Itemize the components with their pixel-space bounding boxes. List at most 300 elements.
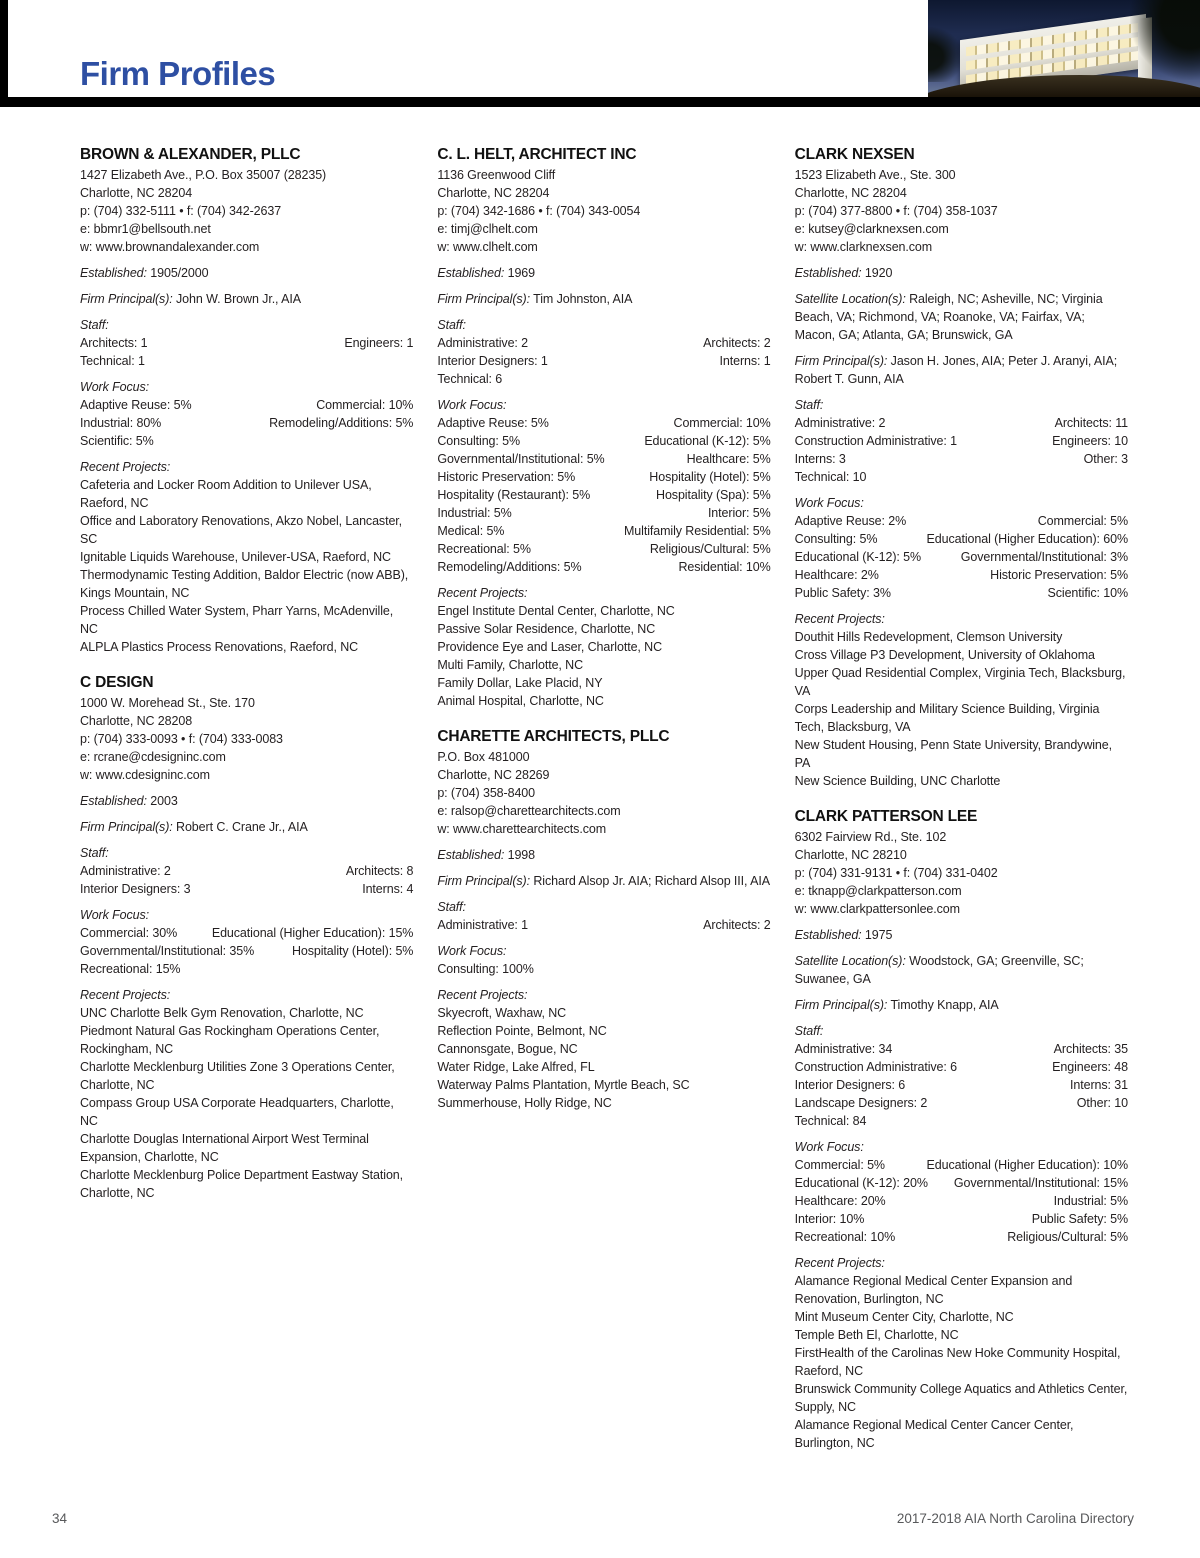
work-focus-section-label bbox=[80, 378, 413, 396]
firm-principals-value: John W. Brown Jr., AIA bbox=[172, 292, 301, 306]
work-focus-section-row bbox=[795, 566, 1128, 584]
recent-projects-label-text: Recent Projects: bbox=[80, 460, 171, 474]
contact-line: 1427 Elizabeth Ave., P.O. Box 35007 (28235) bbox=[80, 168, 327, 182]
staff-section-right: Architects: 11 bbox=[1054, 416, 1128, 430]
project-line: Cafeteria and Locker Room Addition to Unilever USA, Raeford, NC bbox=[80, 478, 372, 510]
work-focus-section-label-text: Work Focus: bbox=[437, 398, 507, 412]
work-focus-section-label bbox=[795, 1138, 1128, 1156]
staff-section-label-text: Staff: bbox=[794, 1024, 824, 1038]
established-value: 1998 bbox=[504, 848, 536, 862]
project-line: Charlotte Mecklenburg Police Department Eastway Station, Charlotte, NC bbox=[80, 1168, 404, 1200]
satellite-locations-value: Woodstock, GA; Greenville, SC; Suwanee, GA bbox=[794, 954, 1084, 986]
established-value: 1969 bbox=[504, 266, 536, 280]
firm-principals-label: Firm Principal(s): bbox=[437, 292, 530, 306]
work-focus-section-row bbox=[437, 486, 770, 504]
work-focus-section-left: Consulting: 5% bbox=[437, 434, 521, 448]
staff-section bbox=[795, 396, 1128, 486]
recent-projects-section bbox=[80, 986, 413, 1202]
work-focus-section-right: Educational (K-12): 5% bbox=[644, 434, 771, 448]
column-2 bbox=[437, 146, 770, 1112]
work-focus-section-left: Governmental/Institutional: 35% bbox=[80, 944, 255, 958]
work-focus-section-left: Interior: 10% bbox=[794, 1212, 865, 1226]
recent-projects-label bbox=[80, 986, 413, 1004]
work-focus-section-row bbox=[437, 468, 770, 486]
recent-projects-section bbox=[80, 458, 413, 656]
contact-line: p: (704) 377-8800 • f: (704) 358-1037 bbox=[794, 204, 998, 218]
firm-profile bbox=[80, 674, 413, 1202]
staff-section-left: Administrative: 34 bbox=[794, 1042, 893, 1056]
work-focus-section-row bbox=[437, 558, 770, 576]
contact-line: Charlotte, NC 28204 bbox=[80, 186, 193, 200]
project-line: Alamance Regional Medical Center Cancer Center, Burlington, NC bbox=[794, 1418, 1074, 1450]
work-focus-section-row bbox=[795, 512, 1128, 530]
firm-principals bbox=[80, 818, 413, 836]
established-value: 1905/2000 bbox=[146, 266, 209, 280]
established-value: 1920 bbox=[861, 266, 893, 280]
staff-section-left: Architects: 1 bbox=[80, 336, 148, 350]
project-line: New Student Housing, Penn State University, Brandywine, PA bbox=[794, 738, 1113, 770]
contact-line: e: timj@clhelt.com bbox=[437, 222, 538, 236]
staff-section-label bbox=[795, 1022, 1128, 1040]
firm-name: C. L. HELT, ARCHITECT INC bbox=[437, 146, 637, 163]
work-focus-section-left: Recreational: 15% bbox=[80, 962, 181, 976]
footer-directory-title: 2017-2018 AIA North Carolina Directory bbox=[896, 1511, 1134, 1526]
staff-section-left: Landscape Designers: 2 bbox=[794, 1096, 928, 1110]
work-focus-section bbox=[437, 396, 770, 576]
work-focus-section-right: Historic Preservation: 5% bbox=[990, 568, 1128, 582]
firm-contact bbox=[437, 748, 770, 838]
staff-section-row bbox=[437, 916, 770, 934]
work-focus-section-row bbox=[80, 960, 413, 978]
established-label: Established: bbox=[80, 266, 147, 280]
work-focus-section-right: Religious/Cultural: 5% bbox=[649, 542, 771, 556]
work-focus-section-right: Educational (Higher Education): 60% bbox=[926, 532, 1128, 546]
project-line: Engel Institute Dental Center, Charlotte, NC bbox=[437, 604, 675, 618]
contact-line: p: (704) 332-5111 • f: (704) 342-2637 bbox=[80, 204, 282, 218]
recent-projects-label-text: Recent Projects: bbox=[437, 586, 528, 600]
staff-section-label bbox=[437, 316, 770, 334]
project-line: Cross Village P3 Development, University of Oklahoma bbox=[794, 648, 1095, 662]
satellite-locations bbox=[795, 290, 1128, 344]
staff-section-row bbox=[437, 334, 770, 352]
work-focus-section-left: Scientific: 5% bbox=[80, 434, 154, 448]
column-1 bbox=[80, 146, 413, 1202]
project-line: Passive Solar Residence, Charlotte, NC bbox=[437, 622, 656, 636]
work-focus-section-label bbox=[437, 942, 770, 960]
established bbox=[437, 846, 770, 864]
contact-line: 1136 Greenwood Cliff bbox=[437, 168, 556, 182]
staff-section-right: Engineers: 1 bbox=[344, 336, 414, 350]
staff-section-right: Architects: 2 bbox=[703, 336, 771, 350]
staff-section bbox=[80, 316, 413, 370]
staff-section-label bbox=[80, 316, 413, 334]
firm-name: BROWN & ALEXANDER, PLLC bbox=[80, 146, 301, 163]
work-focus-section-row bbox=[795, 1192, 1128, 1210]
firm-name: C DESIGN bbox=[80, 674, 154, 691]
work-focus-section-right: Religious/Cultural: 5% bbox=[1007, 1230, 1128, 1244]
staff-section-right: Architects: 8 bbox=[345, 864, 414, 878]
firm-profiles-columns bbox=[80, 146, 1128, 1452]
work-focus-section-row bbox=[795, 584, 1128, 602]
project-line: Water Ridge, Lake Alfred, FL bbox=[437, 1060, 595, 1074]
staff-section-row bbox=[795, 468, 1128, 486]
firm-principals-value: Jason H. Jones, AIA; Peter J. Aranyi, AIA; Robert T. Gunn, AIA bbox=[794, 354, 1118, 386]
staff-section-right: Other: 10 bbox=[1076, 1096, 1128, 1110]
tree-silhouette-left bbox=[928, 26, 964, 82]
firm-contact bbox=[437, 166, 770, 256]
recent-projects-section bbox=[437, 986, 770, 1112]
project-line: Charlotte Douglas International Airport West Terminal Expansion, Charlotte, NC bbox=[80, 1132, 369, 1164]
staff-section-left: Technical: 6 bbox=[437, 372, 503, 386]
project-line: Process Chilled Water System, Pharr Yarns, McAdenville, NC bbox=[80, 604, 394, 636]
recent-projects-section bbox=[795, 1254, 1128, 1452]
work-focus-section-right: Governmental/Institutional: 3% bbox=[960, 550, 1128, 564]
project-line: Cannonsgate, Bogue, NC bbox=[437, 1042, 578, 1056]
contact-line: w: www.clarknexsen.com bbox=[794, 240, 933, 254]
firm-name: CLARK PATTERSON LEE bbox=[794, 808, 978, 825]
work-focus-section-row bbox=[437, 450, 770, 468]
satellite-locations-label: Satellite Location(s): bbox=[794, 292, 906, 306]
staff-section-row bbox=[795, 450, 1128, 468]
work-focus-section-left: Recreational: 10% bbox=[794, 1230, 896, 1244]
left-edge-accent-bar bbox=[0, 0, 8, 107]
project-line: Ignitable Liquids Warehouse, Unilever-USA, Raeford, NC bbox=[80, 550, 391, 564]
work-focus-section-row bbox=[795, 1228, 1128, 1246]
recent-projects-label bbox=[80, 458, 413, 476]
work-focus-section-left: Medical: 5% bbox=[437, 524, 505, 538]
firm-principals bbox=[795, 996, 1128, 1014]
established bbox=[795, 926, 1128, 944]
staff-section bbox=[80, 844, 413, 898]
project-line: Reflection Pointe, Belmont, NC bbox=[437, 1024, 607, 1038]
work-focus-section-row bbox=[437, 522, 770, 540]
firm-profile bbox=[80, 146, 413, 656]
firm-principals bbox=[795, 352, 1128, 388]
staff-section-left: Technical: 84 bbox=[794, 1114, 867, 1128]
established-label: Established: bbox=[437, 266, 505, 280]
work-focus-section-right: Scientific: 10% bbox=[1047, 586, 1128, 600]
work-focus-section-row bbox=[80, 942, 413, 960]
recent-projects-label bbox=[437, 584, 770, 602]
work-focus-section-label bbox=[80, 906, 413, 924]
firm-principals-value: Richard Alsop Jr. AIA; Richard Alsop III, AIA bbox=[529, 874, 770, 888]
project-line: Charlotte Mecklenburg Utilities Zone 3 Operations Center, Charlotte, NC bbox=[80, 1060, 395, 1092]
staff-section-row bbox=[795, 1112, 1128, 1130]
staff-section-row bbox=[80, 352, 413, 370]
contact-line: e: tknapp@clarkpatterson.com bbox=[794, 884, 962, 898]
firm-principals-label: Firm Principal(s): bbox=[80, 820, 173, 834]
firm-name: CHARETTE ARCHITECTS, PLLC bbox=[437, 728, 670, 745]
firm-contact bbox=[80, 694, 413, 784]
staff-section-row bbox=[437, 352, 770, 370]
work-focus-section-row bbox=[437, 960, 770, 978]
contact-line: w: www.clhelt.com bbox=[437, 240, 538, 254]
staff-section-right: Engineers: 48 bbox=[1052, 1060, 1128, 1074]
contact-line: 6302 Fairview Rd., Ste. 102 bbox=[794, 830, 947, 844]
recent-projects-label-text: Recent Projects: bbox=[80, 988, 171, 1002]
project-line: Waterway Palms Plantation, Myrtle Beach, SC bbox=[437, 1078, 690, 1092]
established-value: 2003 bbox=[146, 794, 178, 808]
work-focus-section-label-text: Work Focus: bbox=[794, 496, 864, 510]
work-focus-section bbox=[795, 1138, 1128, 1246]
staff-section-label-text: Staff: bbox=[80, 318, 109, 332]
header-divider-bar bbox=[0, 97, 1200, 107]
contact-line: 1000 W. Morehead St., Ste. 170 bbox=[80, 696, 255, 710]
firm-contact bbox=[795, 828, 1128, 918]
firm-principals-label: Firm Principal(s): bbox=[794, 998, 888, 1012]
project-line: Office and Laboratory Renovations, Akzo Nobel, Lancaster, SC bbox=[80, 514, 403, 546]
staff-section bbox=[437, 898, 770, 934]
firm-principals-label: Firm Principal(s): bbox=[794, 354, 888, 368]
work-focus-section-row bbox=[795, 1156, 1128, 1174]
project-line: Thermodynamic Testing Addition, Baldor Electric (now ABB), Kings Mountain, NC bbox=[80, 568, 409, 600]
work-focus-section-left: Educational (K-12): 5% bbox=[794, 550, 921, 564]
work-focus-section-right: Hospitality (Hotel): 5% bbox=[291, 944, 414, 958]
work-focus-section-right: Public Safety: 5% bbox=[1031, 1212, 1128, 1226]
staff-section-row bbox=[795, 1058, 1128, 1076]
contact-line: e: ralsop@charettearchitects.com bbox=[437, 804, 621, 818]
contact-line: e: rcrane@cdesigninc.com bbox=[80, 750, 226, 764]
page-title: Firm Profiles bbox=[80, 55, 276, 92]
staff-section-label bbox=[80, 844, 413, 862]
staff-section-label-text: Staff: bbox=[794, 398, 824, 412]
work-focus-section-right: Educational (Higher Education): 10% bbox=[926, 1158, 1128, 1172]
contact-line: p: (704) 358-8400 bbox=[437, 786, 536, 800]
work-focus-section-right: Remodeling/Additions: 5% bbox=[269, 416, 414, 430]
work-focus-section-right: Commercial: 10% bbox=[316, 398, 414, 412]
header-building-photo bbox=[928, 0, 1200, 97]
staff-section-label-text: Staff: bbox=[80, 846, 109, 860]
recent-projects-label-text: Recent Projects: bbox=[437, 988, 528, 1002]
work-focus-section-right: Interior: 5% bbox=[707, 506, 771, 520]
work-focus-section-left: Healthcare: 2% bbox=[794, 568, 879, 582]
work-focus-section-left: Adaptive Reuse: 5% bbox=[80, 398, 192, 412]
work-focus-section-label-text: Work Focus: bbox=[437, 944, 507, 958]
project-line: Mint Museum Center City, Charlotte, NC bbox=[794, 1310, 1014, 1324]
staff-section-left: Administrative: 1 bbox=[437, 918, 529, 932]
staff-section-row bbox=[795, 1076, 1128, 1094]
firm-principals-value: Robert C. Crane Jr., AIA bbox=[172, 820, 308, 834]
contact-line: p: (704) 333-0093 • f: (704) 333-0083 bbox=[80, 732, 283, 746]
project-line: Multi Family, Charlotte, NC bbox=[437, 658, 584, 672]
contact-line: w: www.charettearchitects.com bbox=[437, 822, 607, 836]
satellite-locations-label: Satellite Location(s): bbox=[794, 954, 906, 968]
work-focus-section-row bbox=[80, 432, 413, 450]
established bbox=[80, 264, 413, 282]
staff-section bbox=[437, 316, 770, 388]
work-focus-section-row bbox=[80, 414, 413, 432]
work-focus-section-left: Educational (K-12): 20% bbox=[794, 1176, 928, 1190]
work-focus-section-left: Industrial: 5% bbox=[437, 506, 512, 520]
work-focus-section-label-text: Work Focus: bbox=[794, 1140, 864, 1154]
staff-section-right: Other: 3 bbox=[1083, 452, 1128, 466]
firm-name: CLARK NEXSEN bbox=[794, 146, 915, 163]
work-focus-section-label-text: Work Focus: bbox=[80, 908, 150, 922]
staff-section-right: Architects: 2 bbox=[703, 918, 771, 932]
project-line: Family Dollar, Lake Placid, NY bbox=[437, 676, 603, 690]
recent-projects-label-text: Recent Projects: bbox=[794, 612, 885, 626]
work-focus-section-left: Adaptive Reuse: 5% bbox=[437, 416, 549, 430]
firm-profile bbox=[437, 728, 770, 1112]
column-3 bbox=[795, 146, 1128, 1452]
staff-section-right: Architects: 35 bbox=[1053, 1042, 1128, 1056]
contact-line: Charlotte, NC 28204 bbox=[437, 186, 550, 200]
recent-projects-label bbox=[795, 610, 1128, 628]
firm-principals bbox=[80, 290, 413, 308]
project-line: Brunswick Community College Aquatics and Athletics Center, Supply, NC bbox=[794, 1382, 1128, 1414]
work-focus-section-left: Governmental/Institutional: 5% bbox=[437, 452, 605, 466]
recent-projects-label bbox=[795, 1254, 1128, 1272]
work-focus-section-left: Consulting: 5% bbox=[794, 532, 878, 546]
staff-section-left: Construction Administrative: 6 bbox=[794, 1060, 958, 1074]
staff-section-label bbox=[795, 396, 1128, 414]
work-focus-section-label bbox=[795, 494, 1128, 512]
established bbox=[437, 264, 770, 282]
recent-projects-section bbox=[437, 584, 770, 710]
staff-section-row bbox=[795, 1094, 1128, 1112]
contact-line: Charlotte, NC 28208 bbox=[80, 714, 193, 728]
staff-section-right: Interns: 31 bbox=[1070, 1078, 1128, 1092]
work-focus-section-left: Recreational: 5% bbox=[437, 542, 531, 556]
work-focus-section-row bbox=[80, 924, 413, 942]
recent-projects-label bbox=[437, 986, 770, 1004]
work-focus-section-right: Multifamily Residential: 5% bbox=[623, 524, 771, 538]
staff-section-row bbox=[795, 414, 1128, 432]
staff-section-right: Interns: 1 bbox=[719, 354, 771, 368]
staff-section-row bbox=[80, 862, 413, 880]
work-focus-section-right: Commercial: 10% bbox=[673, 416, 771, 430]
staff-section-row bbox=[80, 334, 413, 352]
firm-principals-value: Timothy Knapp, AIA bbox=[887, 998, 999, 1012]
work-focus-section bbox=[437, 942, 770, 978]
established bbox=[795, 264, 1128, 282]
work-focus-section-row bbox=[437, 540, 770, 558]
work-focus-section-label-text: Work Focus: bbox=[80, 380, 150, 394]
work-focus-section-left: Healthcare: 20% bbox=[794, 1194, 886, 1208]
staff-section bbox=[795, 1022, 1128, 1130]
established-label: Established: bbox=[437, 848, 505, 862]
firm-principals bbox=[437, 290, 770, 308]
staff-section-row bbox=[437, 370, 770, 388]
work-focus-section-left: Hospitality (Restaurant): 5% bbox=[437, 488, 591, 502]
staff-section-left: Administrative: 2 bbox=[80, 864, 171, 878]
contact-line: p: (704) 331-9131 • f: (704) 331-0402 bbox=[794, 866, 998, 880]
work-focus-section-right: Governmental/Institutional: 15% bbox=[953, 1176, 1128, 1190]
project-line: FirstHealth of the Carolinas New Hoke Community Hospital, Raeford, NC bbox=[794, 1346, 1121, 1378]
project-line: Animal Hospital, Charlotte, NC bbox=[437, 694, 604, 708]
work-focus-section-right: Healthcare: 5% bbox=[686, 452, 771, 466]
project-line: New Science Building, UNC Charlotte bbox=[794, 774, 1001, 788]
firm-profile bbox=[437, 146, 770, 710]
recent-projects-label-text: Recent Projects: bbox=[794, 1256, 885, 1270]
work-focus-section-row bbox=[795, 1174, 1128, 1192]
project-line: Compass Group USA Corporate Headquarters, Charlotte, NC bbox=[80, 1096, 394, 1128]
tree-silhouette-right bbox=[1130, 0, 1200, 80]
firm-profile bbox=[795, 146, 1128, 790]
staff-section-row bbox=[80, 880, 413, 898]
firm-principals-label: Firm Principal(s): bbox=[80, 292, 173, 306]
work-focus-section-right: Residential: 10% bbox=[678, 560, 771, 574]
satellite-locations bbox=[795, 952, 1128, 988]
work-focus-section-row bbox=[795, 548, 1128, 566]
work-focus-section-left: Historic Preservation: 5% bbox=[437, 470, 576, 484]
firm-profile bbox=[795, 808, 1128, 1452]
staff-section-left: Construction Administrative: 1 bbox=[794, 434, 958, 448]
work-focus-section-row bbox=[437, 504, 770, 522]
firm-principals bbox=[437, 872, 770, 890]
staff-section-left: Interior Designers: 1 bbox=[437, 354, 548, 368]
established-label: Established: bbox=[794, 928, 862, 942]
work-focus-section-left: Commercial: 5% bbox=[794, 1158, 885, 1172]
contact-line: P.O. Box 481000 bbox=[437, 750, 530, 764]
staff-section-left: Administrative: 2 bbox=[437, 336, 529, 350]
staff-section-row bbox=[795, 1040, 1128, 1058]
contact-line: w: www.clarkpattersonlee.com bbox=[794, 902, 960, 916]
project-line: Summerhouse, Holly Ridge, NC bbox=[437, 1096, 612, 1110]
staff-section-label bbox=[437, 898, 770, 916]
work-focus-section bbox=[795, 494, 1128, 602]
work-focus-section-label bbox=[437, 396, 770, 414]
staff-section-left: Technical: 1 bbox=[80, 354, 145, 368]
project-line: Temple Beth El, Charlotte, NC bbox=[794, 1328, 959, 1342]
firm-contact bbox=[80, 166, 413, 256]
contact-line: w: www.cdesigninc.com bbox=[80, 768, 210, 782]
work-focus-section-row bbox=[437, 432, 770, 450]
contact-line: e: bbmr1@bellsouth.net bbox=[80, 222, 211, 236]
firm-principals-value: Tim Johnston, AIA bbox=[529, 292, 633, 306]
established-label: Established: bbox=[80, 794, 147, 808]
work-focus-section-right: Hospitality (Spa): 5% bbox=[656, 488, 771, 502]
project-line: ALPLA Plastics Process Renovations, Raeford, NC bbox=[80, 640, 359, 654]
staff-section-row bbox=[795, 432, 1128, 450]
recent-projects-section bbox=[795, 610, 1128, 790]
contact-line: p: (704) 342-1686 • f: (704) 343-0054 bbox=[437, 204, 641, 218]
staff-section-left: Interior Designers: 3 bbox=[80, 882, 191, 896]
project-line: Skyecroft, Waxhaw, NC bbox=[437, 1006, 567, 1020]
firm-contact bbox=[795, 166, 1128, 256]
project-line: Alamance Regional Medical Center Expansion and Renovation, Burlington, NC bbox=[794, 1274, 1073, 1306]
staff-section-left: Interior Designers: 6 bbox=[794, 1078, 906, 1092]
work-focus-section-right: Commercial: 5% bbox=[1037, 514, 1128, 528]
staff-section-label-text: Staff: bbox=[437, 318, 466, 332]
staff-section-right: Interns: 4 bbox=[362, 882, 414, 896]
work-focus-section-row bbox=[80, 396, 413, 414]
staff-section-left: Technical: 10 bbox=[794, 470, 867, 484]
project-line: Piedmont Natural Gas Rockingham Operations Center, Rockingham, NC bbox=[80, 1024, 380, 1056]
project-line: Upper Quad Residential Complex, Virginia Tech, Blacksburg, VA bbox=[794, 666, 1126, 698]
staff-section-left: Interns: 3 bbox=[794, 452, 846, 466]
work-focus-section-right: Educational (Higher Education): 15% bbox=[211, 926, 414, 940]
established-label: Established: bbox=[794, 266, 862, 280]
satellite-locations-value: Raleigh, NC; Asheville, NC; Virginia Beach, VA; Richmond, VA; Roanoke, VA; Fairfax, VA; Macon, GA; Atlanta, GA; Brunswick, GA bbox=[794, 292, 1103, 342]
work-focus-section-row bbox=[795, 530, 1128, 548]
work-focus-section-row bbox=[437, 414, 770, 432]
work-focus-section bbox=[80, 906, 413, 978]
work-focus-section-right: Industrial: 5% bbox=[1053, 1194, 1128, 1208]
project-line: Douthit Hills Redevelopment, Clemson University bbox=[794, 630, 1063, 644]
work-focus-section-left: Adaptive Reuse: 2% bbox=[794, 514, 907, 528]
staff-section-right: Engineers: 10 bbox=[1052, 434, 1128, 448]
contact-line: e: kutsey@clarknexsen.com bbox=[794, 222, 949, 236]
project-line: Providence Eye and Laser, Charlotte, NC bbox=[437, 640, 663, 654]
established-value: 1975 bbox=[861, 928, 893, 942]
work-focus-section-left: Industrial: 80% bbox=[80, 416, 162, 430]
work-focus-section-right: Hospitality (Hotel): 5% bbox=[649, 470, 771, 484]
contact-line: 1523 Elizabeth Ave., Ste. 300 bbox=[794, 168, 956, 182]
contact-line: Charlotte, NC 28269 bbox=[437, 768, 550, 782]
contact-line: Charlotte, NC 28204 bbox=[794, 186, 907, 200]
contact-line: w: www.brownandalexander.com bbox=[80, 240, 260, 254]
